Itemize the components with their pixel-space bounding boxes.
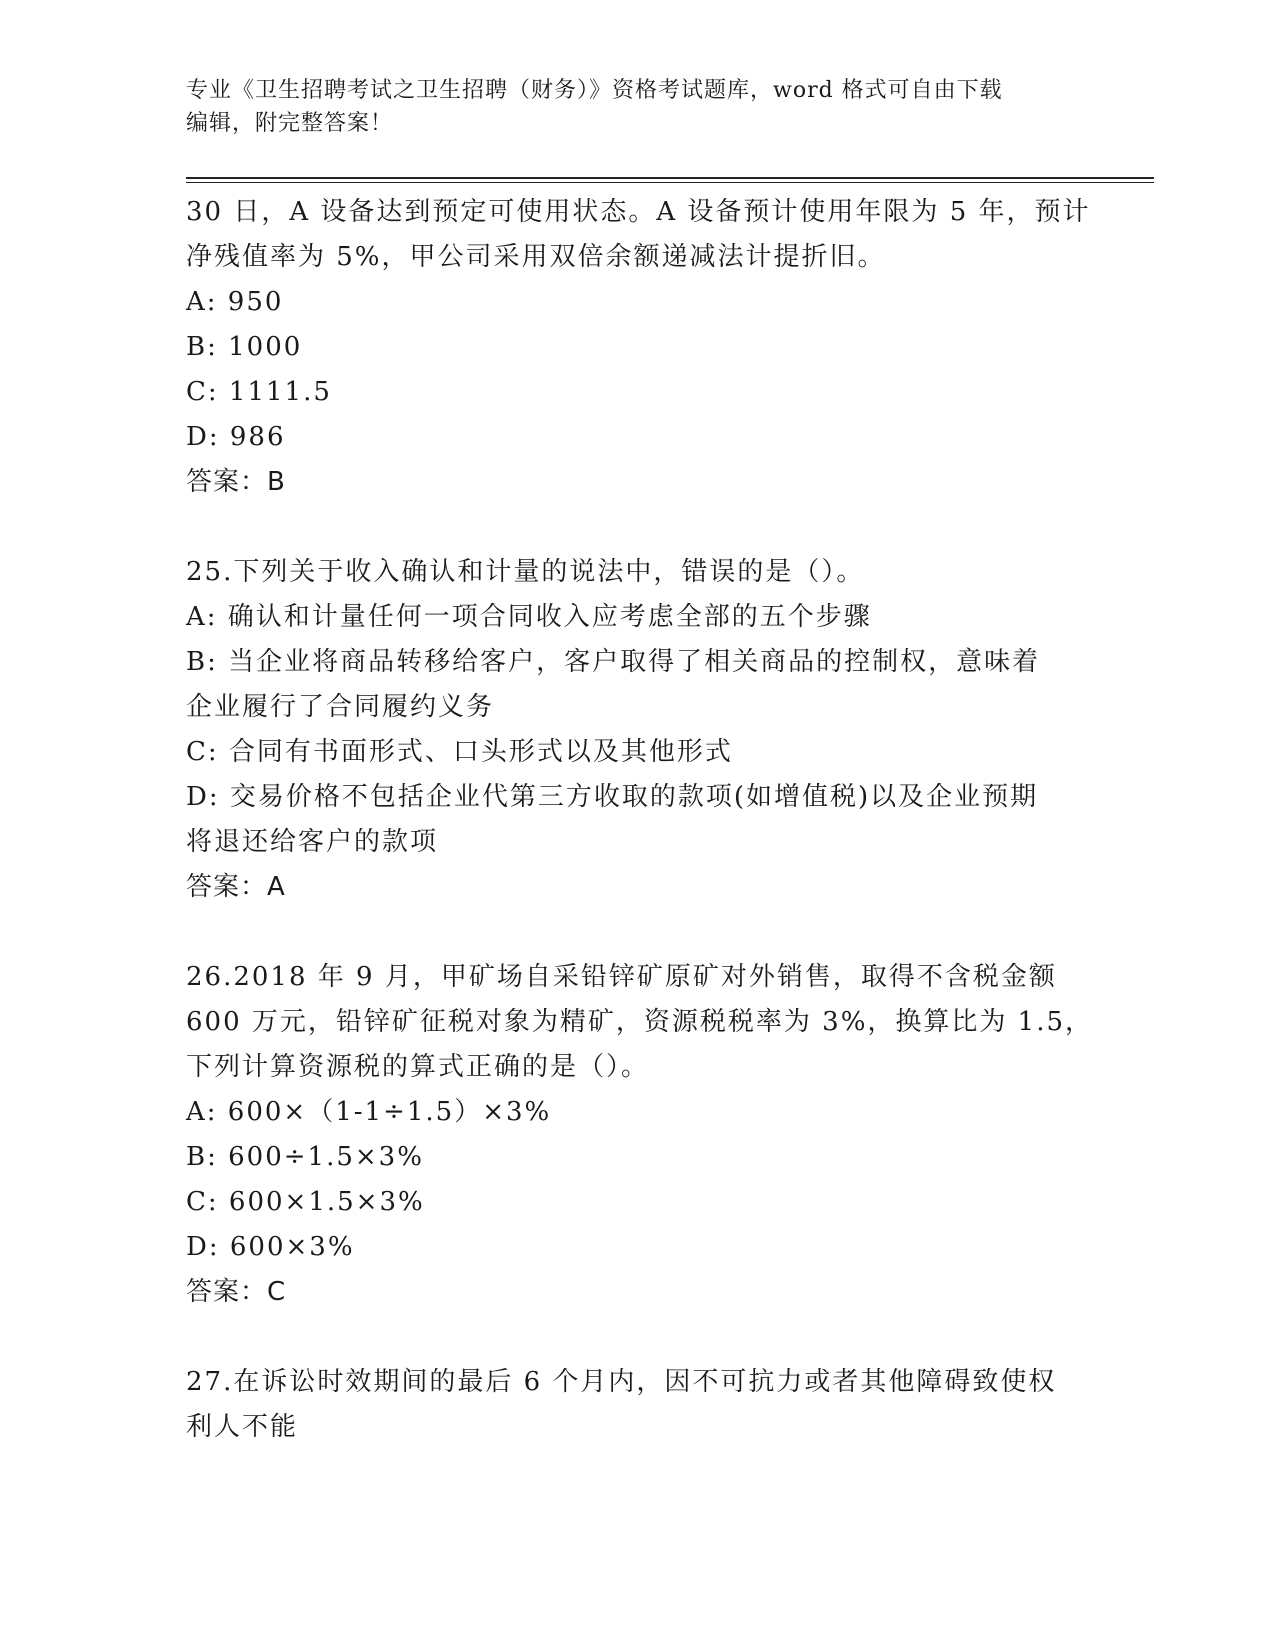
answer-line: 答案：C xyxy=(186,1277,287,1307)
option-d: D: 600×3% xyxy=(186,1232,355,1262)
question-stem-line: 25.下列关于收入确认和计量的说法中，错误的是（）。 xyxy=(186,557,865,587)
question-27-block xyxy=(186,1360,1086,1450)
question-list xyxy=(186,190,1094,1450)
answer-line: 答案：A xyxy=(186,872,286,902)
option-a: A: 600×（1-1÷1.5）×3% xyxy=(186,1097,552,1127)
option-a: A: 950 xyxy=(186,287,284,317)
spacer xyxy=(186,910,1086,955)
header-line-1: 专业《卫生招聘考试之卫生招聘（财务）》资格考试题库，word 格式可自由下载 xyxy=(186,78,1003,103)
spacer xyxy=(186,505,1086,550)
question-stem-line: 下列计算资源税的算式正确的是（）。 xyxy=(186,1052,650,1082)
question-stem-line: 27.在诉讼时效期间的最后 6 个月内，因不可抗力或者其他障碍致使权 xyxy=(186,1367,1057,1397)
spacer xyxy=(186,1315,1086,1360)
option-d: D: 交易价格不包括企业代第三方收取的款项(如增值税)以及企业预期 xyxy=(186,782,1039,812)
question-stem-line: 净残值率为 5%，甲公司采用双倍余额递减法计提折旧。 xyxy=(186,242,886,272)
option-a: A: 确认和计量任何一项合同收入应考虑全部的五个步骤 xyxy=(186,602,872,632)
header-rule-thin xyxy=(186,182,1154,183)
option-b: B: 600÷1.5×3% xyxy=(186,1142,424,1172)
question-24-block xyxy=(186,190,1091,505)
question-stem-line: 利人不能 xyxy=(186,1412,299,1442)
question-25-block xyxy=(186,550,1086,910)
answer-line: 答案：B xyxy=(186,467,286,497)
option-c: C: 600×1.5×3% xyxy=(186,1187,425,1217)
option-d: D: 986 xyxy=(186,422,286,452)
option-c: C: 合同有书面形式、口头形式以及其他形式 xyxy=(186,737,733,767)
question-stem-line: 26.2018 年 9 月，甲矿场自采铅锌矿原矿对外销售，取得不含税金额 xyxy=(186,962,1057,992)
option-c: C: 1111.5 xyxy=(186,377,332,407)
option-b-continued: 企业履行了合同履约义务 xyxy=(186,692,495,722)
option-b: B: 1000 xyxy=(186,332,303,362)
header-rule-thick xyxy=(186,177,1154,179)
question-26-block xyxy=(186,955,1094,1315)
option-d-continued: 将退还给客户的款项 xyxy=(186,827,439,857)
option-b: B: 当企业将商品转移给客户，客户取得了相关商品的控制权，意味着 xyxy=(186,647,1041,677)
header-line-2: 编辑，附完整答案！ xyxy=(186,111,394,136)
question-stem-line: 30 日，A 设备达到预定可使用状态。A 设备预计使用年限为 5 年，预计 xyxy=(186,197,1091,227)
document-header xyxy=(186,74,1066,140)
question-stem-line: 600 万元，铅锌矿征税对象为精矿，资源税税率为 3%，换算比为 1.5， xyxy=(186,1007,1094,1037)
